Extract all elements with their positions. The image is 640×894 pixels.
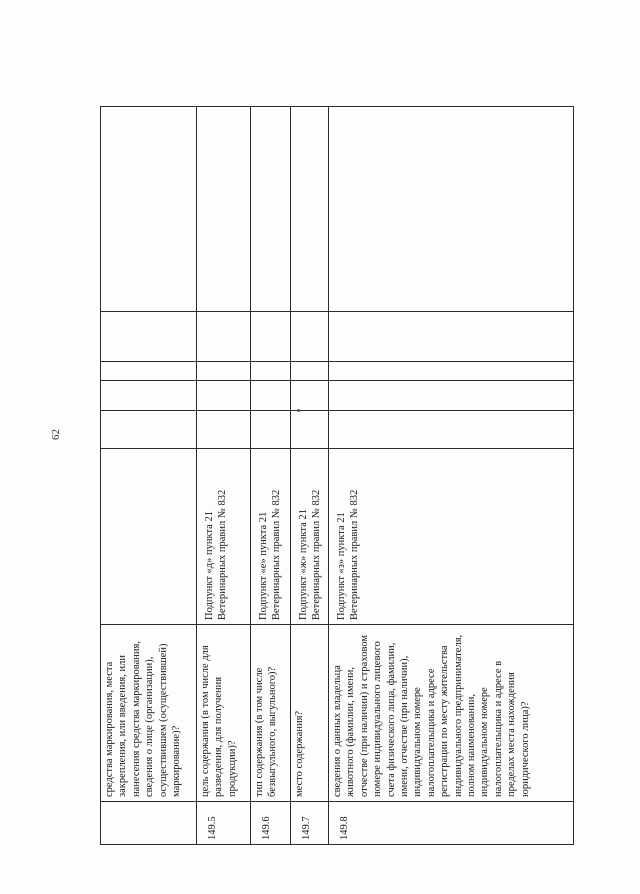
row-number: 149.5	[197, 802, 251, 845]
table-row	[197, 107, 251, 845]
answer-cell-extra	[197, 312, 251, 362]
notes-cell	[291, 107, 329, 312]
answer-cell-yes	[251, 411, 291, 449]
answer-cell-no	[291, 381, 329, 411]
row-reference: Подпункт «ж» пункта 21 Ветеринарных правил № 832	[291, 449, 329, 625]
row-reference	[101, 449, 197, 625]
notes-cell	[251, 107, 291, 312]
answer-cell-extra	[329, 312, 574, 362]
row-number	[101, 802, 197, 845]
answer-cell-na	[197, 362, 251, 381]
checklist-table	[100, 106, 574, 845]
answer-cell-na	[329, 362, 574, 381]
row-number: 149.6	[251, 802, 291, 845]
answer-cell-yes	[101, 411, 197, 449]
answer-cell-no	[101, 381, 197, 411]
table-row	[101, 107, 197, 845]
scan-speck	[297, 409, 300, 412]
answer-cell-no	[197, 381, 251, 411]
row-number: 149.8	[329, 802, 574, 845]
rotated-table-wrapper	[100, 107, 573, 845]
row-reference: Подпункт «з» пункта 21 Ветеринарных правил № 832	[329, 449, 574, 625]
table-row	[251, 107, 291, 845]
answer-cell-na	[291, 362, 329, 381]
row-question: тип содержания (в том числе безвыгульного, выгульного)?	[251, 625, 291, 802]
row-question: средства маркирования, места закрепления, или введения, или нанесения средства маркирования, сведения о лице (организации), осуществившем (осуществившей) маркирование)?	[101, 625, 197, 802]
answer-cell-extra	[101, 312, 197, 362]
answer-cell-na	[101, 362, 197, 381]
row-question: сведения о данных владельца животного (фамилии, имени, отчестве (при наличии) и страховом номере индивидуального лицевого счета физического лица, фамилии, имени, отчестве (при наличии), индивидуальном номере налогоплательщика и адресе регистрации по месту жительства индивидуального предпринимателя, полном наименовании, индивидуальном номере налогоплательщика и адресе в пределах места нахождения юридического лица)?	[329, 625, 574, 802]
answer-cell-extra	[291, 312, 329, 362]
row-reference: Подпункт «д» пункта 21 Ветеринарных правил № 832	[197, 449, 251, 625]
answer-cell-yes	[291, 411, 329, 449]
row-reference: Подпункт «е» пункта 21 Ветеринарных правил № 832	[251, 449, 291, 625]
answer-cell-yes	[329, 411, 574, 449]
notes-cell	[329, 107, 574, 312]
table-row	[291, 107, 329, 845]
answer-cell-yes	[197, 411, 251, 449]
answer-cell-extra	[251, 312, 291, 362]
answer-cell-na	[251, 362, 291, 381]
checklist-table-frame	[100, 107, 573, 845]
row-number: 149.7	[291, 802, 329, 845]
row-question: цель содержания (в том числе для разведения, для получения продукции)?	[197, 625, 251, 802]
answer-cell-no	[251, 381, 291, 411]
table-row	[329, 107, 574, 845]
page-number: 62	[50, 429, 62, 440]
row-question: место содержания?	[291, 625, 329, 802]
notes-cell	[101, 107, 197, 312]
answer-cell-no	[329, 381, 574, 411]
notes-cell	[197, 107, 251, 312]
